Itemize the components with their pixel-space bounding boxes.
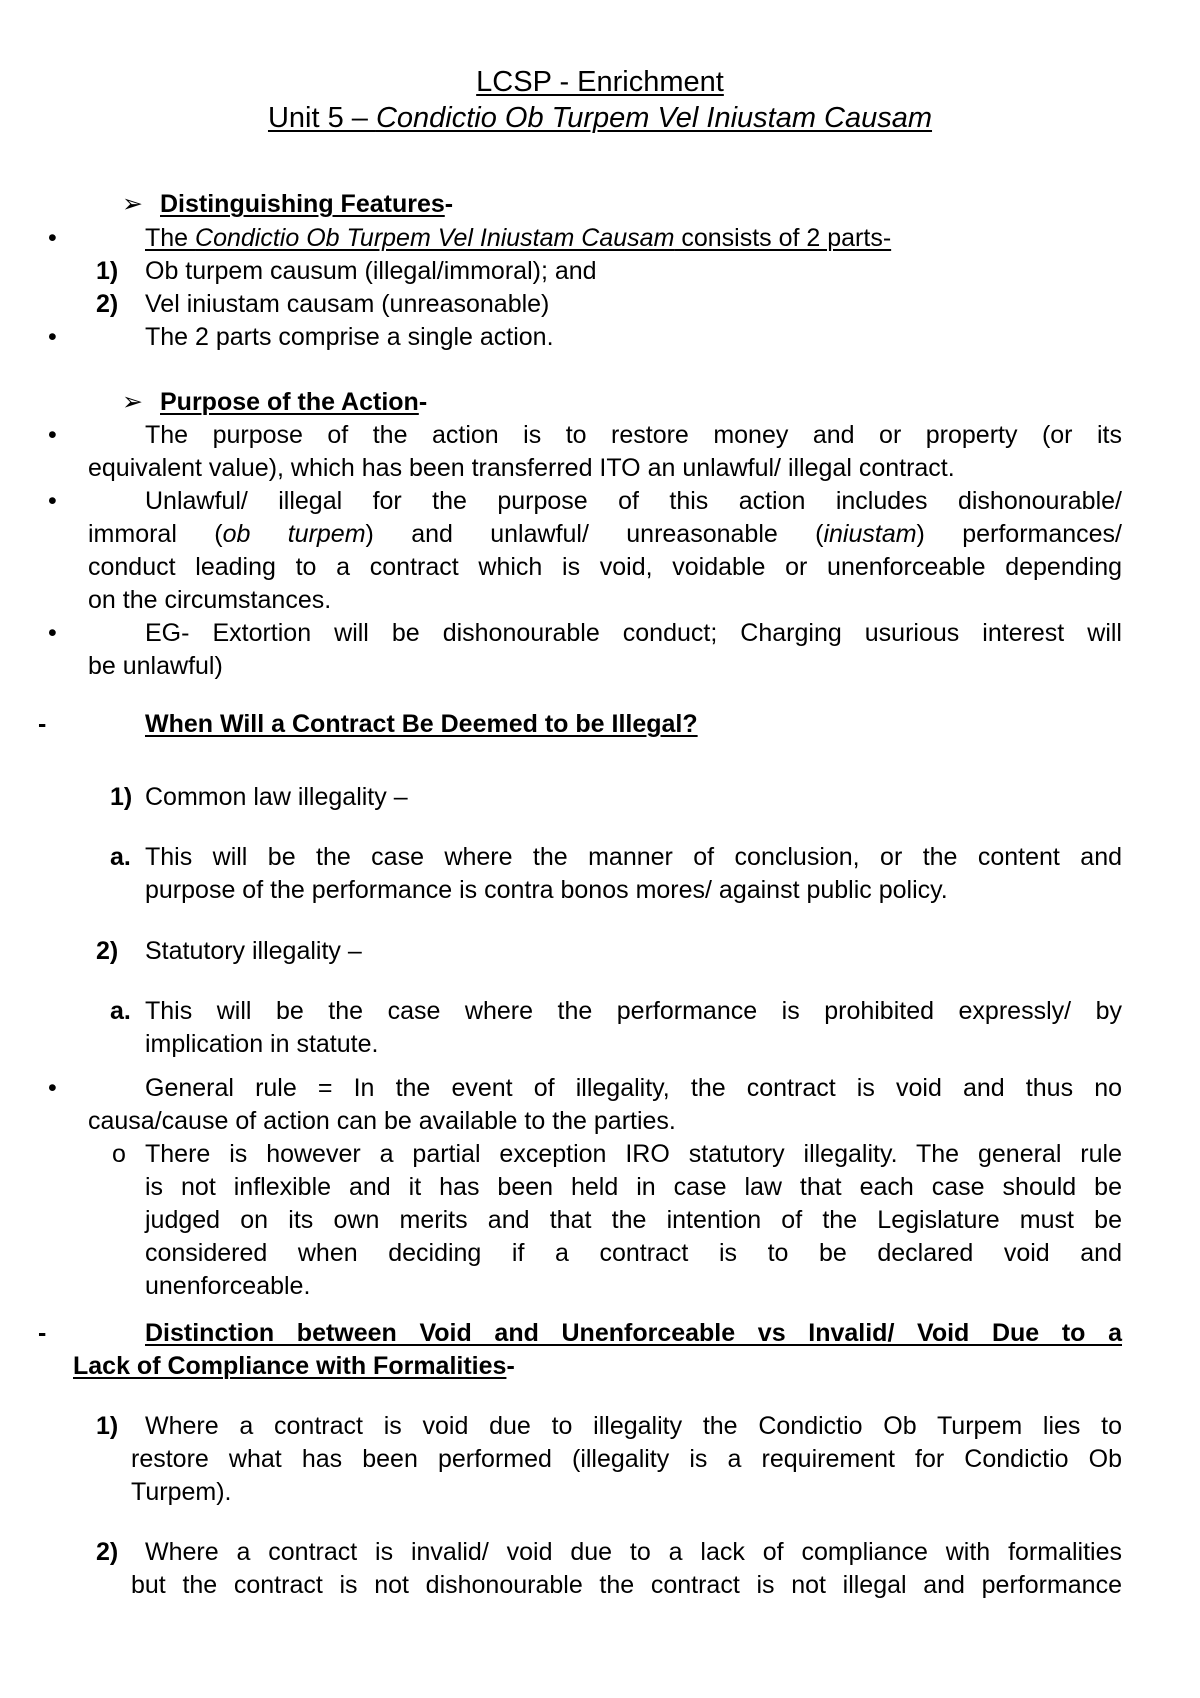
- illegal-exception-line-1: There is however a partial exception IRO statutory illegality. The general rule: [145, 1140, 1122, 1168]
- purpose-bullet-1-line-1: The purpose of the action is to restore money and or property (or its: [145, 421, 1122, 449]
- list-number: 2): [96, 290, 119, 318]
- bullet-icon: •: [48, 421, 57, 449]
- illegal-exception-line-2: is not inflexible and it has been held in case law that each case should be: [145, 1173, 1122, 1201]
- illegal-exception-line-3: judged on its own merits and that the intention of the Legislature must be: [145, 1206, 1122, 1234]
- list-number: 1): [96, 1412, 119, 1440]
- features-item-2: Vel iniustam causam (unreasonable): [145, 290, 550, 318]
- bullet-icon: •: [48, 487, 57, 515]
- dash-marker: -: [38, 1319, 47, 1347]
- purpose-bullet-1-line-2: equivalent value), which has been transferred ITO an unlawful/ illegal contract.: [88, 454, 955, 482]
- purpose-bullet-3-line-2: be unlawful): [88, 652, 223, 680]
- purpose-heading: Purpose of the Action-: [160, 388, 428, 416]
- distinction-item-1-line-2: restore what has been performed (illegality is a requirement for Condictio Ob: [131, 1445, 1122, 1473]
- illegal-item-1a-line-1: This will be the case where the manner of conclusion, or the content and: [145, 843, 1122, 871]
- list-number: 2): [96, 1538, 119, 1566]
- purpose-bullet-2-line-1: Unlawful/ illegal for the purpose of this action includes dishonourable/: [145, 487, 1122, 515]
- illegal-item-2a-line-1: This will be the case where the performance is prohibited expressly/ by: [145, 997, 1122, 1025]
- illegal-rule-line-1: General rule = In the event of illegality, the contract is void and thus no: [145, 1074, 1122, 1102]
- document-title: LCSP - Enrichment: [476, 66, 724, 98]
- purpose-bullet-3-line-1: EG- Extortion will be dishonourable conduct; Charging usurious interest will: [145, 619, 1122, 647]
- arrow-icon: ➢: [122, 388, 143, 416]
- bullet-icon: •: [48, 619, 57, 647]
- features-item-1: Ob turpem causum (illegal/immoral); and: [145, 257, 597, 285]
- illegal-item-1: Common law illegality –: [145, 783, 408, 811]
- purpose-bullet-2-line-2: immoral (ob turpem) and unlawful/ unreasonable (iniustam) performances/: [88, 520, 1123, 548]
- illegal-rule-line-2: causa/cause of action can be available to the parties.: [88, 1107, 676, 1135]
- bullet-icon: •: [48, 224, 57, 252]
- distinction-heading-line-2: Lack of Compliance with Formalities-: [73, 1352, 515, 1380]
- circle-bullet-icon: o: [112, 1140, 126, 1168]
- illegal-heading: When Will a Contract Be Deemed to be Illegal?: [145, 710, 698, 738]
- dash-marker: -: [38, 710, 47, 738]
- illegal-item-1a-line-2: purpose of the performance is contra bonos mores/ against public policy.: [145, 876, 948, 904]
- list-number: 1): [110, 783, 133, 811]
- arrow-icon: ➢: [122, 190, 143, 218]
- list-number: 2): [96, 937, 119, 965]
- document-subtitle: Unit 5 – Condictio Ob Turpem Vel Iniustam Causam: [267, 102, 933, 134]
- bullet-icon: •: [48, 323, 57, 351]
- illegal-exception-line-4: considered when deciding if a contract is to be declared void and: [145, 1239, 1122, 1267]
- list-letter: a.: [110, 997, 131, 1025]
- purpose-bullet-2-line-4: on the circumstances.: [88, 586, 332, 614]
- distinction-item-1-line-3: Turpem).: [131, 1478, 232, 1506]
- list-number: 1): [96, 257, 119, 285]
- distinction-item-2-line-2: but the contract is not dishonourable the contract is not illegal and performance: [131, 1571, 1122, 1599]
- list-letter: a.: [110, 843, 131, 871]
- distinction-item-2-line-1: Where a contract is invalid/ void due to a lack of compliance with formalities: [145, 1538, 1122, 1566]
- illegal-item-2: Statutory illegality –: [145, 937, 362, 965]
- features-bullet-2: The 2 parts comprise a single action.: [145, 323, 554, 351]
- features-heading: Distinguishing Features-: [160, 190, 454, 218]
- distinction-heading-line-1: Distinction between Void and Unenforceable vs Invalid/ Void Due to a: [145, 1319, 1122, 1347]
- purpose-bullet-2-line-3: conduct leading to a contract which is void, voidable or unenforceable depending: [88, 553, 1122, 581]
- illegal-exception-line-5: unenforceable.: [145, 1272, 311, 1300]
- features-bullet-1: The Condictio Ob Turpem Vel Iniustam Causam consists of 2 parts-: [145, 224, 892, 252]
- distinction-item-1-line-1: Where a contract is void due to illegality the Condictio Ob Turpem lies to: [145, 1412, 1122, 1440]
- bullet-icon: •: [48, 1074, 57, 1102]
- illegal-item-2a-line-2: implication in statute.: [145, 1030, 379, 1058]
